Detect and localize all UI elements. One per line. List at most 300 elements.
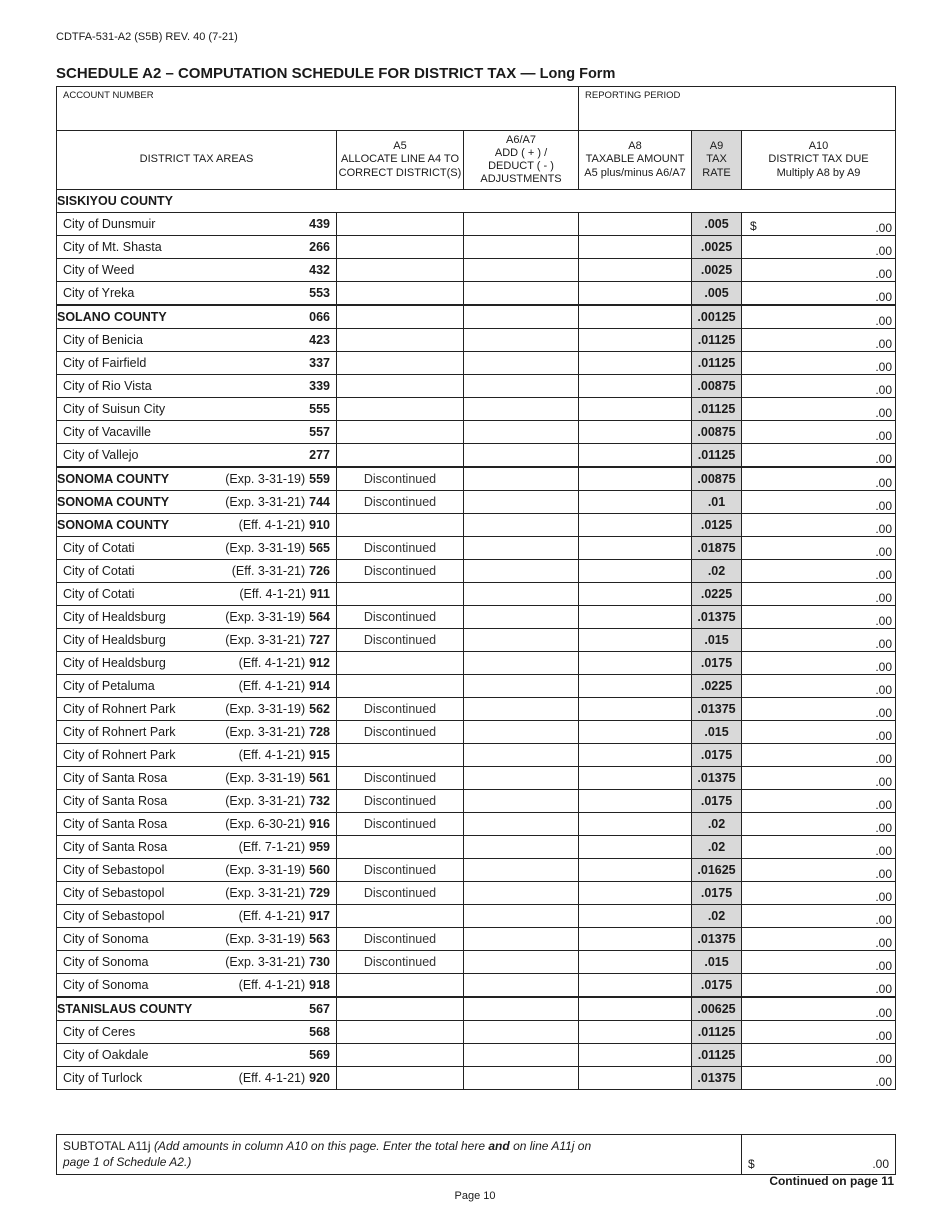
account-number-field[interactable] xyxy=(57,87,579,131)
a67-adjustments-field[interactable] xyxy=(464,583,579,606)
a9-tax-rate: .0025 xyxy=(692,259,742,282)
a8-taxable-amount-field[interactable] xyxy=(579,537,692,560)
a5-allocate-field[interactable] xyxy=(337,905,464,928)
a67-adjustments-field[interactable] xyxy=(464,836,579,859)
district-name-cell xyxy=(57,514,337,537)
a5-allocate-field xyxy=(337,813,464,836)
district-date-note: (Exp. 3-31-19) xyxy=(225,863,306,877)
district-tax-table xyxy=(56,86,896,1090)
a5-allocate-field[interactable] xyxy=(337,836,464,859)
a8-taxable-amount-field[interactable] xyxy=(579,259,692,282)
a10-district-tax-due-field[interactable] xyxy=(742,790,896,813)
a5-allocate-field[interactable] xyxy=(337,305,464,329)
a9-tax-rate: .0175 xyxy=(692,882,742,905)
district-name-cell xyxy=(57,282,337,306)
a10-district-tax-due-field[interactable] xyxy=(742,905,896,928)
a5-allocate-field xyxy=(337,560,464,583)
a8-taxable-amount-field[interactable] xyxy=(579,421,692,444)
district-name-cell xyxy=(57,859,337,882)
a9-tax-rate: .00625 xyxy=(692,997,742,1021)
a9-tax-rate: .0175 xyxy=(692,652,742,675)
district-name-cell xyxy=(57,790,337,813)
a67-adjustments-field[interactable] xyxy=(464,905,579,928)
table-row xyxy=(57,882,896,905)
a5-allocate-field[interactable] xyxy=(337,352,464,375)
a67-adjustments-field[interactable] xyxy=(464,698,579,721)
district-code: 339 xyxy=(309,379,330,393)
district-date-note: (Exp. 3-31-19) xyxy=(225,771,306,785)
a10-district-tax-due-field[interactable] xyxy=(742,491,896,514)
district-name: SONOMA COUNTY xyxy=(57,495,170,509)
district-name: City of Santa Rosa xyxy=(63,794,168,808)
table-row xyxy=(57,1021,896,1044)
header-a67: A6/A7 ADD ( + ) / DEDUCT ( - ) ADJUSTMENTS xyxy=(464,131,579,190)
a8-taxable-amount-field[interactable] xyxy=(579,1044,692,1067)
district-code: 564 xyxy=(309,610,330,624)
district-name-cell xyxy=(57,398,337,421)
a10-district-tax-due-field[interactable] xyxy=(742,629,896,652)
a67-adjustments-field[interactable] xyxy=(464,375,579,398)
cents-suffix: .00 xyxy=(875,429,893,443)
a10-district-tax-due-field[interactable] xyxy=(742,836,896,859)
district-name-cell xyxy=(57,560,337,583)
a67-adjustments-field[interactable] xyxy=(464,1067,579,1090)
a8-taxable-amount-field[interactable] xyxy=(579,375,692,398)
district-date-note: (Exp. 3-31-21) xyxy=(225,725,306,739)
a8-taxable-amount-field[interactable] xyxy=(579,236,692,259)
a5-allocate-field[interactable] xyxy=(337,652,464,675)
table-row xyxy=(57,305,896,329)
a10-district-tax-due-field[interactable] xyxy=(742,675,896,698)
district-name-cell xyxy=(57,836,337,859)
district-code: 557 xyxy=(309,425,330,439)
account-number-label: ACCOUNT NUMBER xyxy=(63,90,154,101)
subtotal-cents: .00 xyxy=(872,1157,889,1171)
a10-district-tax-due-field[interactable] xyxy=(742,928,896,951)
district-code: 555 xyxy=(309,402,330,416)
district-name: City of Sebastopol xyxy=(63,909,165,923)
subtotal-table xyxy=(56,1134,896,1175)
cents-suffix: .00 xyxy=(875,1006,893,1020)
a8-taxable-amount-field[interactable] xyxy=(579,329,692,352)
a67-adjustments-field[interactable] xyxy=(464,305,579,329)
cents-suffix: .00 xyxy=(875,683,893,697)
a9-tax-rate: .01125 xyxy=(692,398,742,421)
district-name-cell xyxy=(57,352,337,375)
a5-allocate-field xyxy=(337,859,464,882)
table-row xyxy=(57,352,896,375)
district-name: City of Turlock xyxy=(63,1071,143,1085)
table-row xyxy=(57,537,896,560)
cents-suffix: .00 xyxy=(875,476,893,490)
a8-taxable-amount-field[interactable] xyxy=(579,491,692,514)
district-name-cell xyxy=(57,491,337,514)
a9-tax-rate: .005 xyxy=(692,282,742,306)
a10-district-tax-due-field[interactable] xyxy=(742,721,896,744)
district-name: City of Healdsburg xyxy=(63,656,166,670)
a10-district-tax-due-field[interactable] xyxy=(742,951,896,974)
a67-adjustments-field[interactable] xyxy=(464,560,579,583)
district-name-cell xyxy=(57,421,337,444)
district-name-cell xyxy=(57,767,337,790)
page-title xyxy=(56,65,615,82)
a67-adjustments-field[interactable] xyxy=(464,951,579,974)
a9-tax-rate: .015 xyxy=(692,629,742,652)
a8-taxable-amount-field[interactable] xyxy=(579,398,692,421)
a8-taxable-amount-field[interactable] xyxy=(579,1021,692,1044)
a5-allocate-field xyxy=(337,767,464,790)
cents-suffix: .00 xyxy=(875,982,893,996)
a10-district-tax-due-field[interactable] xyxy=(742,882,896,905)
a67-adjustments-field[interactable] xyxy=(464,652,579,675)
a5-allocate-field xyxy=(337,928,464,951)
a5-status: Discontinued xyxy=(363,955,437,969)
a8-taxable-amount-field[interactable] xyxy=(579,1067,692,1090)
a5-allocate-field[interactable] xyxy=(337,282,464,306)
a10-district-tax-due-field[interactable] xyxy=(742,698,896,721)
district-code: 277 xyxy=(309,448,330,462)
district-date-note: (Exp. 3-31-21) xyxy=(225,886,306,900)
a67-adjustments-field[interactable] xyxy=(464,421,579,444)
a8-taxable-amount-field[interactable] xyxy=(579,305,692,329)
a9-tax-rate: .0225 xyxy=(692,583,742,606)
a10-district-tax-due-field[interactable] xyxy=(742,1067,896,1090)
district-name: City of Dunsmuir xyxy=(63,217,156,231)
a67-adjustments-field[interactable] xyxy=(464,790,579,813)
table-row xyxy=(57,560,896,583)
a8-taxable-amount-field[interactable] xyxy=(579,767,692,790)
district-name-cell xyxy=(57,305,337,329)
district-code: 959 xyxy=(309,840,330,854)
a9-tax-rate: .01375 xyxy=(692,767,742,790)
cents-suffix: .00 xyxy=(875,406,893,420)
a8-taxable-amount-field[interactable] xyxy=(579,467,692,491)
table-row xyxy=(57,721,896,744)
district-code: 561 xyxy=(309,771,330,785)
district-name-cell xyxy=(57,467,337,491)
district-name: City of Santa Rosa xyxy=(63,817,168,831)
a10-district-tax-due-field[interactable] xyxy=(742,421,896,444)
district-name: City of Healdsburg xyxy=(63,633,166,647)
a9-tax-rate: .00125 xyxy=(692,305,742,329)
district-name-cell xyxy=(57,1067,337,1090)
a10-district-tax-due-field[interactable] xyxy=(742,859,896,882)
a10-district-tax-due-field[interactable] xyxy=(742,744,896,767)
cents-suffix: .00 xyxy=(875,614,893,628)
district-name: City of Weed xyxy=(63,263,135,277)
a8-taxable-amount-field[interactable] xyxy=(579,721,692,744)
a10-district-tax-due-field[interactable] xyxy=(742,997,896,1021)
a8-taxable-amount-field[interactable] xyxy=(579,974,692,998)
a5-allocate-field[interactable] xyxy=(337,213,464,236)
a9-tax-rate: .01375 xyxy=(692,1067,742,1090)
a67-adjustments-field[interactable] xyxy=(464,1021,579,1044)
a5-status: Discontinued xyxy=(363,495,437,509)
a5-allocate-field[interactable] xyxy=(337,444,464,468)
district-name: City of Yreka xyxy=(63,286,135,300)
cents-suffix: .00 xyxy=(875,637,893,651)
district-code: 732 xyxy=(309,794,330,808)
a67-adjustments-field[interactable] xyxy=(464,629,579,652)
district-date-note: (Eff. 4-1-21) xyxy=(238,748,306,762)
cents-suffix: .00 xyxy=(875,360,893,374)
district-name: STANISLAUS COUNTY xyxy=(57,1002,193,1016)
continued-note: Continued on page 11 xyxy=(769,1174,894,1188)
district-name-cell xyxy=(57,606,337,629)
a8-taxable-amount-field[interactable] xyxy=(579,951,692,974)
a67-adjustments-field[interactable] xyxy=(464,721,579,744)
a8-taxable-amount-field[interactable] xyxy=(579,583,692,606)
table-row xyxy=(57,859,896,882)
a67-adjustments-field[interactable] xyxy=(464,928,579,951)
a67-adjustments-field[interactable] xyxy=(464,767,579,790)
a8-taxable-amount-field[interactable] xyxy=(579,652,692,675)
a10-district-tax-due-field[interactable] xyxy=(742,398,896,421)
a10-district-tax-due-field[interactable] xyxy=(742,375,896,398)
a5-allocate-field xyxy=(337,606,464,629)
a9-tax-rate: .015 xyxy=(692,951,742,974)
a10-district-tax-due-field[interactable] xyxy=(742,813,896,836)
table-row xyxy=(57,236,896,259)
a10-district-tax-due-field[interactable] xyxy=(742,213,896,236)
table-row xyxy=(57,836,896,859)
table-row xyxy=(57,259,896,282)
cents-suffix: .00 xyxy=(875,244,893,258)
a10-district-tax-due-field[interactable] xyxy=(742,537,896,560)
a8-taxable-amount-field[interactable] xyxy=(579,744,692,767)
header-a8: A8 TAXABLE AMOUNT A5 plus/minus A6/A7 xyxy=(579,131,692,190)
a5-status: Discontinued xyxy=(363,564,437,578)
a8-taxable-amount-field[interactable] xyxy=(579,790,692,813)
district-code: 914 xyxy=(309,679,330,693)
a5-allocate-field[interactable] xyxy=(337,744,464,767)
a67-adjustments-field[interactable] xyxy=(464,606,579,629)
a8-taxable-amount-field[interactable] xyxy=(579,444,692,468)
district-name: City of Santa Rosa xyxy=(63,840,168,854)
a5-status: Discontinued xyxy=(363,472,437,486)
table-row xyxy=(57,282,896,306)
a67-adjustments-field[interactable] xyxy=(464,282,579,306)
a10-district-tax-due-field[interactable] xyxy=(742,560,896,583)
header-a5: A5 ALLOCATE LINE A4 TO CORRECT DISTRICT(S) xyxy=(337,131,464,190)
a10-district-tax-due-field[interactable] xyxy=(742,259,896,282)
district-name-cell xyxy=(57,974,337,998)
a67-adjustments-field[interactable] xyxy=(464,398,579,421)
a67-adjustments-field[interactable] xyxy=(464,974,579,998)
a10-district-tax-due-field[interactable] xyxy=(742,236,896,259)
a67-adjustments-field[interactable] xyxy=(464,997,579,1021)
a10-district-tax-due-field[interactable] xyxy=(742,467,896,491)
a67-adjustments-field[interactable] xyxy=(464,882,579,905)
district-name: City of Sonoma xyxy=(63,932,149,946)
table-row xyxy=(57,744,896,767)
a9-tax-rate: .0125 xyxy=(692,514,742,537)
table-row xyxy=(57,997,896,1021)
district-date-note: (Exp. 3-31-19) xyxy=(225,702,306,716)
a8-taxable-amount-field[interactable] xyxy=(579,836,692,859)
a10-district-tax-due-field[interactable] xyxy=(742,974,896,998)
a9-tax-rate: .01125 xyxy=(692,352,742,375)
district-name: City of Healdsburg xyxy=(63,610,166,624)
a67-adjustments-field[interactable] xyxy=(464,675,579,698)
a67-adjustments-field[interactable] xyxy=(464,491,579,514)
a8-taxable-amount-field[interactable] xyxy=(579,882,692,905)
a10-district-tax-due-field[interactable] xyxy=(742,583,896,606)
a5-allocate-field[interactable] xyxy=(337,236,464,259)
district-date-note: (Eff. 4-1-21) xyxy=(238,679,306,693)
a67-adjustments-field[interactable] xyxy=(464,514,579,537)
a9-tax-rate: .01375 xyxy=(692,606,742,629)
a5-allocate-field[interactable] xyxy=(337,997,464,1021)
table-row xyxy=(57,514,896,537)
a9-tax-rate: .00875 xyxy=(692,467,742,491)
a10-district-tax-due-field[interactable] xyxy=(742,329,896,352)
cents-suffix: .00 xyxy=(875,290,893,304)
a8-taxable-amount-field[interactable] xyxy=(579,352,692,375)
district-name: City of Rohnert Park xyxy=(63,748,176,762)
a9-tax-rate: .0025 xyxy=(692,236,742,259)
a67-adjustments-field[interactable] xyxy=(464,259,579,282)
a5-allocate-field[interactable] xyxy=(337,1067,464,1090)
a8-taxable-amount-field[interactable] xyxy=(579,928,692,951)
district-date-note: (Exp. 3-31-19) xyxy=(225,472,306,486)
a5-allocate-field[interactable] xyxy=(337,974,464,998)
a8-taxable-amount-field[interactable] xyxy=(579,675,692,698)
a8-taxable-amount-field[interactable] xyxy=(579,282,692,306)
a8-taxable-amount-field[interactable] xyxy=(579,859,692,882)
subtotal-dollar-sign: $ xyxy=(748,1157,755,1171)
a5-status: Discontinued xyxy=(363,610,437,624)
a10-district-tax-due-field[interactable] xyxy=(742,282,896,306)
district-code: 560 xyxy=(309,863,330,877)
a9-tax-rate: .01 xyxy=(692,491,742,514)
district-date-note: (Eff. 7-1-21) xyxy=(238,840,306,854)
a9-tax-rate: .005 xyxy=(692,213,742,236)
a8-taxable-amount-field[interactable] xyxy=(579,698,692,721)
a5-allocate-field[interactable] xyxy=(337,1021,464,1044)
table-row xyxy=(57,398,896,421)
a5-allocate-field[interactable] xyxy=(337,259,464,282)
a5-status: Discontinued xyxy=(363,863,437,877)
a10-district-tax-due-field[interactable] xyxy=(742,352,896,375)
a67-adjustments-field[interactable] xyxy=(464,744,579,767)
cents-suffix: .00 xyxy=(875,959,893,973)
cents-suffix: .00 xyxy=(875,775,893,789)
district-name: SONOMA COUNTY xyxy=(57,472,170,486)
a10-district-tax-due-field[interactable] xyxy=(742,606,896,629)
a67-adjustments-field[interactable] xyxy=(464,1044,579,1067)
district-name: City of Vallejo xyxy=(63,448,139,462)
table-row xyxy=(57,629,896,652)
a8-taxable-amount-field[interactable] xyxy=(579,514,692,537)
a5-allocate-field[interactable] xyxy=(337,1044,464,1067)
a10-district-tax-due-field[interactable] xyxy=(742,444,896,468)
a5-allocate-field[interactable] xyxy=(337,421,464,444)
district-code: 559 xyxy=(309,472,330,486)
a9-tax-rate: .0175 xyxy=(692,744,742,767)
header-district: DISTRICT TAX AREAS xyxy=(57,131,337,190)
district-name-cell xyxy=(57,813,337,836)
a67-adjustments-field[interactable] xyxy=(464,537,579,560)
a5-allocate-field[interactable] xyxy=(337,398,464,421)
a8-taxable-amount-field[interactable] xyxy=(579,997,692,1021)
district-name: City of Sebastopol xyxy=(63,886,165,900)
district-name: City of Sebastopol xyxy=(63,863,165,877)
a10-district-tax-due-field[interactable] xyxy=(742,514,896,537)
a5-allocate-field[interactable] xyxy=(337,375,464,398)
a10-district-tax-due-field[interactable] xyxy=(742,767,896,790)
district-name: SOLANO COUNTY xyxy=(57,310,167,324)
cents-suffix: .00 xyxy=(875,660,893,674)
a5-allocate-field[interactable] xyxy=(337,329,464,352)
a8-taxable-amount-field[interactable] xyxy=(579,606,692,629)
a8-taxable-amount-field[interactable] xyxy=(579,629,692,652)
a9-tax-rate: .01125 xyxy=(692,444,742,468)
cents-suffix: .00 xyxy=(875,568,893,582)
district-code: 565 xyxy=(309,541,330,555)
a67-adjustments-field[interactable] xyxy=(464,467,579,491)
district-code: 728 xyxy=(309,725,330,739)
a67-adjustments-field[interactable] xyxy=(464,213,579,236)
table-row xyxy=(57,767,896,790)
district-name: City of Mt. Shasta xyxy=(63,240,162,254)
a5-allocate-field[interactable] xyxy=(337,583,464,606)
a9-tax-rate: .01375 xyxy=(692,698,742,721)
reporting-period-field[interactable] xyxy=(579,87,896,131)
district-date-note: (Exp. 3-31-19) xyxy=(225,541,306,555)
a67-adjustments-field[interactable] xyxy=(464,444,579,468)
dollar-sign: $ xyxy=(750,219,757,233)
district-name-cell xyxy=(57,882,337,905)
a5-allocate-field xyxy=(337,721,464,744)
a10-district-tax-due-field[interactable] xyxy=(742,1021,896,1044)
a67-adjustments-field[interactable] xyxy=(464,813,579,836)
subtotal-amount-field[interactable] xyxy=(742,1135,896,1175)
a9-tax-rate: .01125 xyxy=(692,1044,742,1067)
a10-district-tax-due-field[interactable] xyxy=(742,652,896,675)
a67-adjustments-field[interactable] xyxy=(464,352,579,375)
a5-allocate-field[interactable] xyxy=(337,675,464,698)
a8-taxable-amount-field[interactable] xyxy=(579,905,692,928)
a5-allocate-field[interactable] xyxy=(337,514,464,537)
a9-tax-rate: .0225 xyxy=(692,675,742,698)
a67-adjustments-field[interactable] xyxy=(464,329,579,352)
a8-taxable-amount-field[interactable] xyxy=(579,813,692,836)
header-a10: A10 DISTRICT TAX DUE Multiply A8 by A9 xyxy=(742,131,896,190)
cents-suffix: .00 xyxy=(875,591,893,605)
a9-tax-rate: .015 xyxy=(692,721,742,744)
district-date-note: (Eff. 4-1-21) xyxy=(238,518,306,532)
a67-adjustments-field[interactable] xyxy=(464,859,579,882)
a8-taxable-amount-field[interactable] xyxy=(579,213,692,236)
district-name-cell xyxy=(57,1021,337,1044)
a5-allocate-field xyxy=(337,790,464,813)
district-code: 744 xyxy=(309,495,330,509)
a5-status: Discontinued xyxy=(363,794,437,808)
a67-adjustments-field[interactable] xyxy=(464,236,579,259)
a10-district-tax-due-field[interactable] xyxy=(742,1044,896,1067)
a5-status: Discontinued xyxy=(363,932,437,946)
table-row xyxy=(57,421,896,444)
district-name-cell xyxy=(57,721,337,744)
a9-tax-rate: .00875 xyxy=(692,375,742,398)
a10-district-tax-due-field[interactable] xyxy=(742,305,896,329)
district-name: SONOMA COUNTY xyxy=(57,518,170,532)
district-name-cell xyxy=(57,951,337,974)
a8-taxable-amount-field[interactable] xyxy=(579,560,692,583)
district-code: 729 xyxy=(309,886,330,900)
a9-tax-rate: .02 xyxy=(692,813,742,836)
